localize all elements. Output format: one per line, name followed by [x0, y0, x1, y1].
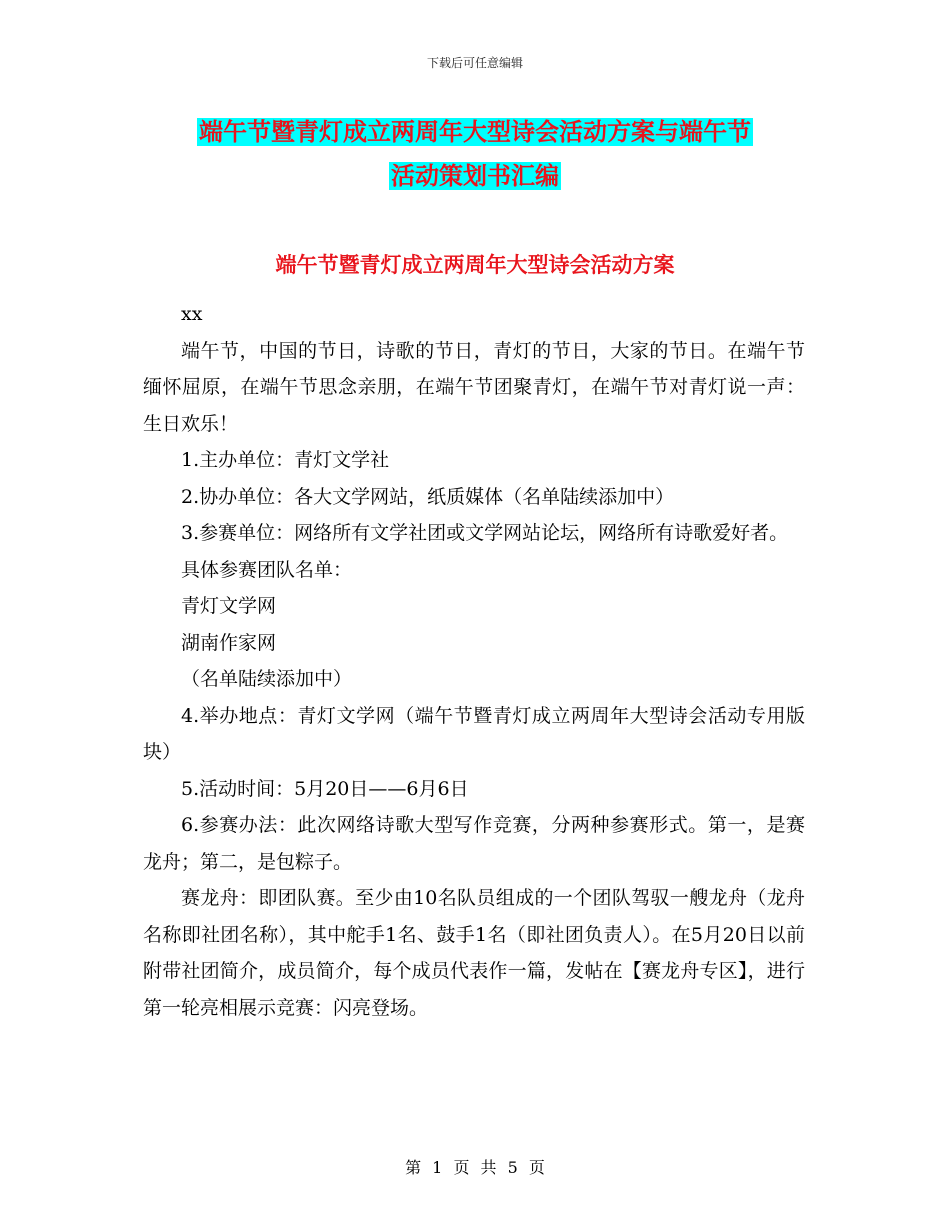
paragraph-xx: xx — [181, 303, 203, 325]
paragraph-team-more: （名单陆续添加中） — [181, 668, 353, 690]
paragraph-method: 6.参赛办法：此次网络诗歌大型写作竞赛，分两种参赛形式。第一，是赛龙舟；第二，是包粽子。 — [143, 814, 805, 873]
paragraph-organizer: 1.主办单位：青灯文学社 — [181, 449, 390, 471]
page-footer: 第 1 页 共 5 页 — [405, 1158, 545, 1177]
document-body — [143, 296, 805, 1026]
header-note: 下载后可任意编辑 — [426, 56, 523, 70]
paragraph-intro: 端午节，中国的节日，诗歌的节日，青灯的节日，大家的节日。在端午节缅怀屈原，在端午节思念亲朋，在端午节团聚青灯，在端午节对青灯说一声：生日欢乐！ — [143, 339, 805, 435]
section-title: 端午节暨青灯成立两周年大型诗会活动方案 — [275, 253, 675, 277]
paragraph-participants: 3.参赛单位：网络所有文学社团或文学网站论坛，网络所有诗歌爱好者。 — [181, 522, 789, 544]
paragraph-team-list-heading: 具体参赛团队名单： — [181, 558, 353, 581]
paragraph-time: 5.活动时间：5月20日——6月6日 — [181, 777, 469, 800]
paragraph-co-organizer: 2.协办单位：各大文学网站，纸质媒体（名单陆续添加中） — [181, 485, 675, 508]
document-title-text-1: 端午节暨青灯成立两周年大型诗会活动方案与端午节 — [199, 118, 751, 146]
paragraph-dragon-boat: 赛龙舟：即团队赛。至少由10名队员组成的一个团队驾驭一艘龙舟（龙舟名称即社团名称），其中舵手1名、鼓手1名（即社团负责人）。在5月20日以前附带社团简介，成员简介，每个成员代表作一篇，发帖在【赛龙舟专区】，进行第一轮亮相展示竞赛：闪亮登场。 — [143, 887, 805, 1019]
paragraph-venue: 4.举办地点：青灯文学网（端午节暨青灯成立两周年大型诗会活动专用版块） — [143, 704, 805, 763]
document-title-line-1 — [0, 112, 950, 147]
document-title-text-2: 活动策划书汇编 — [391, 162, 559, 190]
paragraph-team-2: 湖南作家网 — [181, 631, 277, 654]
document-title-line-2 — [0, 156, 950, 191]
paragraph-team-1: 青灯文学网 — [181, 595, 277, 617]
